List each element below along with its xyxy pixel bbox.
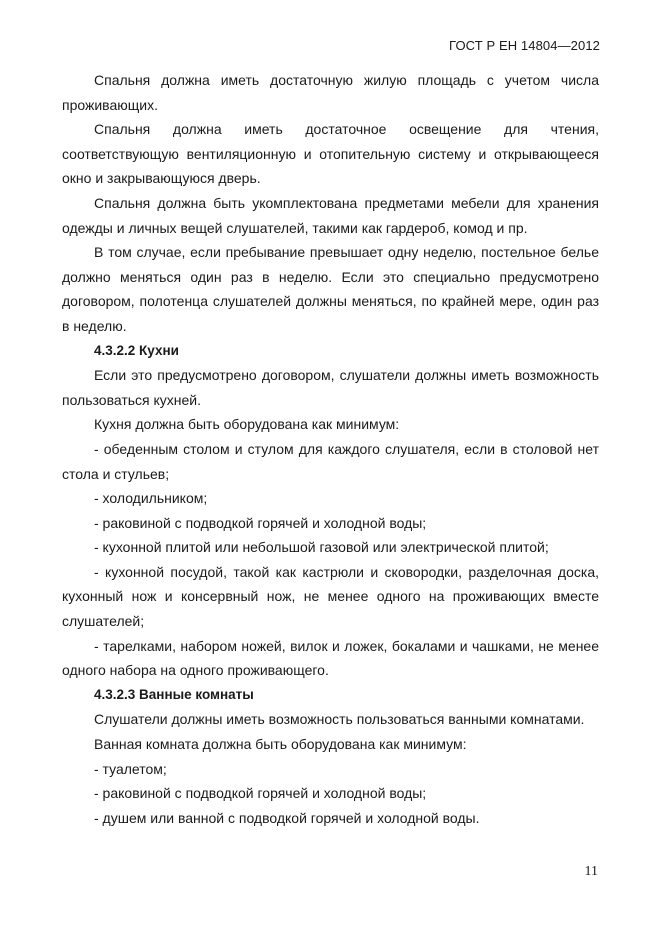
list-item-kitchen-table: - обеденным столом и стулом для каждого слушателя, если в столовой нет стола и стульев; [62,440,599,482]
paragraph-kitchen-access: Если это предусмотрено договором, слушатели должны иметь возможность пользоваться кухней. [62,367,599,408]
list-item-bath-sink: - раковиной с подводкой горячей и холодной воды; [94,785,427,802]
page-number: 11 [584,864,598,879]
list-item-kitchen-cookware: - кухонной посудой, такой как кастрюли и сковородки, разделочная доска, кухонный нож и консервный нож, не менее одного на проживающих вместе слушателей; [62,563,599,630]
paragraph-bedroom-furniture: Спальня должна быть укомплектована предметами мебели для хранения одежды и личных вещей слушателей, такими как гардероб, комод и пр. [62,194,599,236]
section-heading-bathrooms: 4.3.2.3 Ванные комнаты [94,686,254,702]
list-item-kitchen-tableware: - тарелками, набором ножей, вилок и ложек, бокалами и чашками, не менее одного набора на одного проживающего. [62,637,599,679]
list-item-bath-shower: - душем или ванной с подводкой горячей и холодной воды. [94,809,480,826]
paragraph-bedroom-lighting: Спальня должна иметь достаточное освещение для чтения, соответствующую вентиляционную и отопительную систему и открывающееся окно и закрывающуюся дверь. [62,121,599,187]
list-item-kitchen-fridge: - холодильником; [94,490,208,507]
section-heading-kitchen: 4.3.2.2 Кухни [94,342,179,358]
paragraph-kitchen-equipment: Кухня должна быть оборудована как минимум: [94,416,400,433]
document-body [62,68,599,830]
paragraph-bathroom-access: Слушатели должны иметь возможность пользоваться ванными комнатами. [94,711,585,728]
list-item-bath-toilet: - туалетом; [94,760,167,777]
paragraph-bathroom-equipment: Ванная комната должна быть оборудована как минимум: [94,736,467,753]
paragraph-bedroom-area: Спальня должна иметь достаточную жилую площадь с учетом числа проживающих. [62,72,599,113]
paragraph-bed-linen: В том случае, если пребывание превышает одну неделю, постельное белье должно меняться один раз в неделю. Если это специально предусмотрено договором, полотенца слушателей должны меняться, по крайней мере, один раз в неделю. [62,244,599,334]
list-item-kitchen-sink: - раковиной с подводкой горячей и холодной воды; [94,514,427,531]
document-header: ГОСТ Р ЕН 14804—2012 [449,38,600,53]
list-item-kitchen-stove: - кухонной плитой или небольшой газовой или электрической плитой; [94,539,549,556]
